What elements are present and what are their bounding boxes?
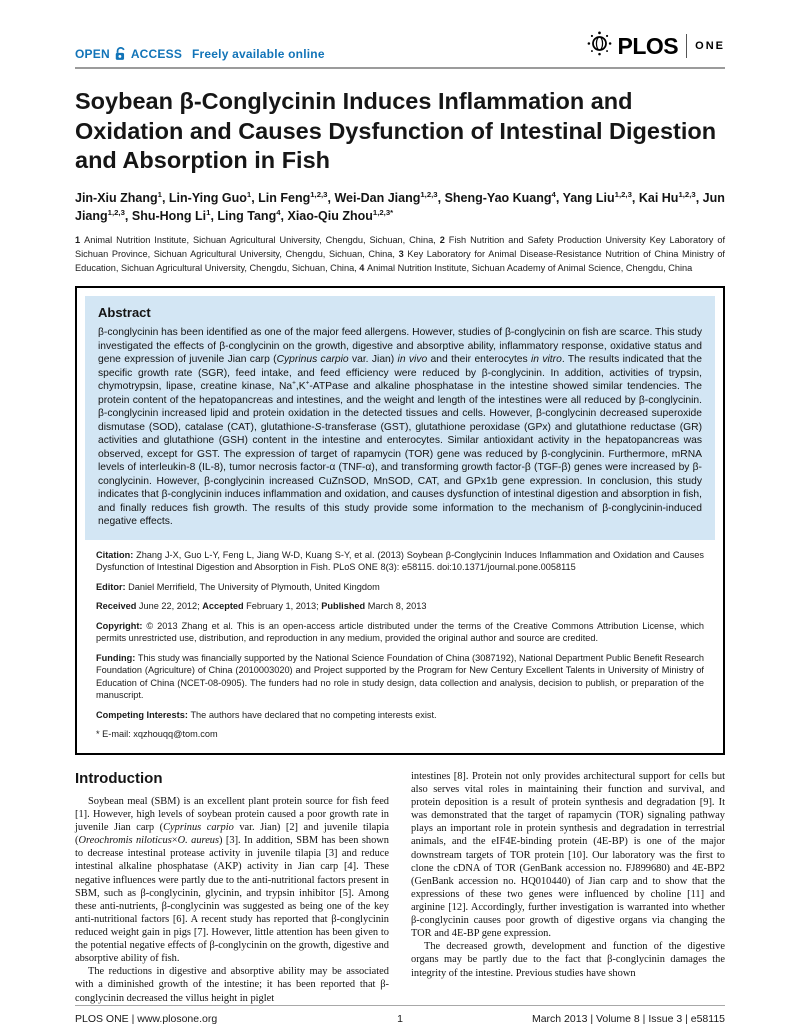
access-label: ACCESS (130, 47, 183, 61)
open-access-group (75, 46, 325, 62)
intro-paragraph-4: The decreased growth, development and function of the digestive organs may be partly due to the fact that β-conglycinin damages the integrity of the intestine. Previous studies have shown (411, 941, 725, 979)
abstract-panel (85, 296, 715, 539)
plos-wordmark: PLOS (617, 32, 679, 59)
meta-editor: Editor: Daniel Merrifield, The University of Plymouth, United Kingdom (96, 581, 380, 592)
plos-globe-icon (586, 30, 613, 62)
freely-available-label: Freely available online (192, 47, 325, 61)
meta-citation: Citation: Zhang J-X, Guo L-Y, Feng L, Jiang W-D, Kuang S-Y, et al. (2013) Soybean β-Conglycinin Induces Inflammation and Oxidation and Causes Dysfunction of Intestinal Digestion and Absorption in Fish. PLoS ONE 8(3): e58115. doi:10.1371/journal.pone.0058115 (96, 549, 704, 573)
abstract-body: β-conglycinin has been identified as one of the major feed allergens. However, studies of β-conglycinin on fish are scarce. This study investigated the effects of β-conglycinin on the growth, digestive and absorptive ability, inflammatory response, oxidative status and gene expression of juvenile Jian carp (Cyprinus carpio var. Jian) in vivo and their enterocytes in vitro. The results indicated that the specific growth rate (SGR), feed intake, and feed efficiency were reduced by β-conglycinin. In addition, activities of trypsin, chymotrypsin, lipase, creatine kinase, Na+,K+-ATPase and alkaline phosphatase in the intestine showed similar tendencies. The protein content of the hepatopancreas and intestines, and the weight and length of the intestines were all reduced by β-conglycinin. β-conglycinin increased lipid and protein oxidation in the detected tissues and cells. However, β-conglycinin decreased superoxide dismutase (SOD), catalase (CAT), glutathione-S-transferase (GST), glutathione peroxidase (GPx) and glutathione reductase (GR) activities and glutathione (GSH) content in the intestine and enterocytes. Similar antioxidant activity in the hepatopancreas was observed, except for GST. The expression of target of rapamycin (TOR) gene was reduced by β-conglycinin. Furthermore, mRNA levels of interleukin-8 (IL-8), tumor necrosis factor-α (TNF-α), and transforming growth factor-β (TGF-β) genes were increased by β-conglycinin. However, β-conglycinin increased CuZnSOD, MnSOD, CAT, and GPx1b gene expression. In conclusion, this study indicates that β-conglycinin induces inflammation and oxidation, and causes dysfunction of intestinal digestion and absorption in fish, and finally reduces fish growth. The results of this study provide some information to the mechanism of β-conglycinin-induced negative effects. (98, 327, 702, 528)
footer-issue-info: March 2013 | Volume 8 | Issue 3 | e58115 (531, 1012, 725, 1025)
plos-logo (586, 30, 725, 62)
intro-paragraph-3: intestines [8]. Protein not only provides architectural support for cells but also serves vital roles in maintaining their function and survival, and protein deposition is a result of protein synthesis and degradation [9]. It was demonstrated that the target of rapamycin (TOR) signaling pathway plays an important role in protein synthesis and degradation in terrestrial animals, and the eIF4E-binding protein (4E-BP) is one of the major downstream targets of TOR protein [10]. Our laboratory was the first to clone the cDNA of TOR (GenBank accession no. FJ899680) and 4E-BP2 (GenBank accession no. HQ010440) of Jian carp and to show that the expressions of these two genes were influenced by choline [11] and arginine [12]. Accordingly, further investigation is warranted into whether β-conglycinin causes poor growth of digestive organs via changing the TOR and 4E-BP gene expression. (411, 770, 725, 940)
logo-divider (686, 34, 687, 58)
meta-dates: Received June 22, 2012; Accepted February 1, 2013; Published March 8, 2013 (96, 601, 427, 612)
meta-copyright: Copyright: © 2013 Zhang et al. This is an open-access article distributed under the terms of the Creative Commons Attribution License, which permits unrestricted use, distribution, and reproduction in any medium, provided the original author and source are credited. (96, 620, 704, 644)
body-columns (75, 770, 725, 1005)
column-right (411, 770, 725, 1005)
affiliations: 1 Animal Nutrition Institute, Sichuan Agricultural University, Chengdu, Sichuan, China, 2 Fish Nutrition and Safety Production University Key Laboratory of Sichuan Province, Sichuan Agricultural University, Chengdu, Sichuan, China, 3 Key Laboratory for Animal Disease-Resistance Nutrition of China Ministry of Education, Sichuan Agricultural University, Chengdu, Sichuan, China, 4 Animal Nutrition Institute, Sichuan Academy of Animal Science, Chengdu, China (75, 235, 726, 273)
authors-line: Jin-Xiu Zhang$^1$, Lin-Ying Guo$^1$, Lin Feng$^{1,2,3}$, Wei-Dan Jiang$^{1,2,3}$, Sheng-Yao Kuang$^4$, Yang Liu$^{1,2,3}$, Kai Hu$^{1,2,3}$, Jun Jiang$^{1,2,3}$, Shu-Hong Li$^1$, Ling Tang$^4$, Xiao-Qiu Zhou$^{1,2,3*}$ (75, 189, 725, 223)
introduction-heading: Introduction (75, 769, 163, 787)
meta-section (85, 540, 715, 745)
meta-email: * E-mail: xqzhouqq@tom.com (96, 729, 218, 740)
abstract-heading: Abstract (98, 305, 151, 321)
column-left (75, 770, 389, 1005)
abstract-box (75, 286, 725, 754)
footer-page-number: 1 (397, 1012, 403, 1025)
open-label: OPEN (75, 47, 110, 61)
article-title: Soybean β-Conglycinin Induces Inflammation and Oxidation and Causes Dysfunction of Intestinal Digestion and Absorption in Fish (75, 88, 717, 174)
meta-funding: Funding: This study was financially supported by the National Science Foundation of China (3087192), National Department Public Benefit Research Foundation (Agriculture) of China (2010003020) and Project supported by the Program for New Century Excellent Talents in University of Ministry of Education of China (NCET-08-0905). The funders had no role in study design, data collection and analysis, decision to publish, or preparation of the manuscript. (96, 652, 704, 701)
footer-bar (75, 1005, 725, 1025)
footer-journal: PLOS ONE | www.plosone.org (75, 1012, 218, 1025)
header-bar (75, 30, 725, 69)
meta-competing-interests: Competing Interests: The authors have declared that no competing interests exist. (96, 709, 437, 720)
intro-paragraph-1: Soybean meal (SBM) is an excellent plant protein source for fish feed [1]. However, high levels of soybean protein caused a poor growth rate in juvenile Jian carp (Cyprinus carpio var. Jian) [2] and juvenile tilapia (Oreochromis niloticus×O. aureus) [3]. In addition, SBM has been shown to decrease intestinal protease activity in juvenile tilapia [3] and reduce intestinal alkaline phosphatase (AKP) activity in Jian carp [4]. These negative influences were partly due to the anti-nutritional factors present in SBM, such as β-conglycinin, glycinin, and trypsin inhibitor [5]. Among these anti-nutrients, β-conglycinin was suggested as being one of the key anti-nutritional factors [6]. A recent study has reported that β-conglycinin reduced weight gain in pigs [7]. However, little attention has been given to the potential negative effects of β-conglycinin on the growth, digestive and absorptive ability of fish. (75, 795, 389, 965)
open-lock-icon (114, 46, 127, 62)
one-wordmark: ONE (695, 40, 725, 52)
intro-paragraph-2: The reductions in digestive and absorptive ability may be associated with a diminished growth of the intestine; it has been reported that β-conglycinin decreased the villus height in piglet (75, 966, 389, 1004)
